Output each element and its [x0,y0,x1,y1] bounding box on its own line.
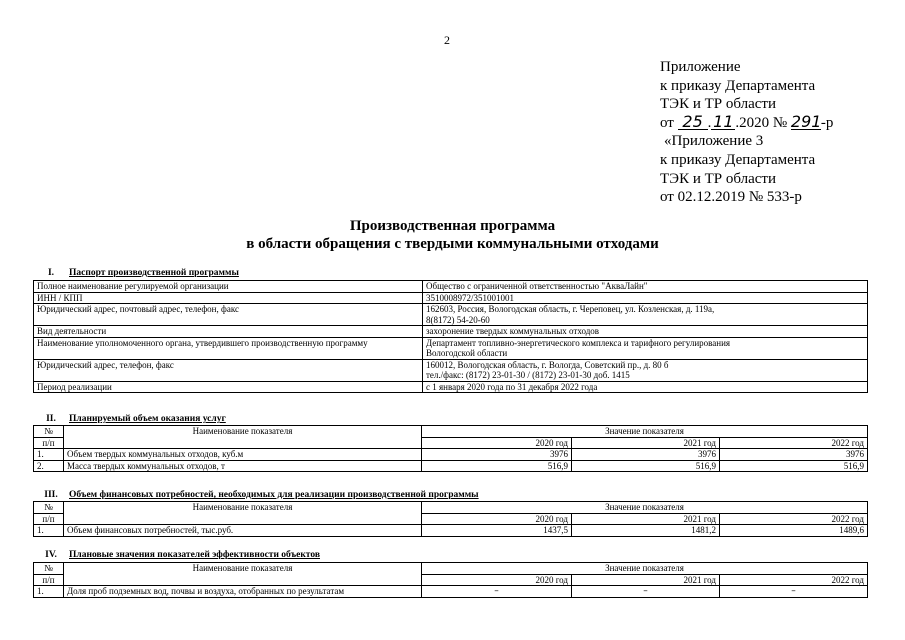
appendix-line-5: «Приложение 3 [664,133,764,150]
row-number: 1. [34,586,64,598]
passport-table [33,280,868,393]
section-3-number: III. [44,490,58,500]
col-value-header: Значение показателя [422,563,868,575]
indicator-name: Объем твердых коммунальных отходов, куб.м [64,449,422,461]
col-number-header: № [34,502,64,514]
col-name-header: Наименование показателя [64,426,422,449]
order-suffix: -р [820,114,834,131]
appendix-line-2: к приказу Департамента [660,77,816,94]
passport-value: Общество с ограниченной ответственностью "АкваЛайн" [423,281,868,293]
col-value-header: Значение показателя [422,426,868,438]
year-header: 2020 год [422,437,572,449]
year-header: 2022 год [720,574,868,586]
value-cell: 3976 [422,449,572,461]
col-number-header-2: п/п [34,513,64,525]
passport-label: Юридический адрес, почтовый адрес, телефон, факс [34,304,423,326]
passport-label: Вид деятельности [34,326,423,338]
col-number-header-2: п/п [34,574,64,586]
year-header: 2021 год [572,513,720,525]
table-row [34,449,868,461]
passport-value-line: Вологодской области [426,348,508,358]
value-cell: 516,9 [720,460,868,472]
passport-label: Наименование уполномоченного органа, утвердившего производственную программу [34,337,423,359]
table-header-row [34,426,868,438]
year-header: 2021 год [572,574,720,586]
table-row [34,460,868,472]
passport-value-line: тел./факс: (8172) 23-01-30 / (8172) 23-01-30 доб. 1415 [426,370,630,380]
passport-value [423,359,868,381]
handwritten-order-number: 291 [790,111,822,131]
appendix-line-6: к приказу Департамента [660,151,816,168]
section-3-title: Объем финансовых потребностей, необходимых для реализации производственной программы [69,490,479,500]
section-4-heading [33,550,320,560]
table-row [34,337,868,359]
section-2-title: Планируемый объем оказания услуг [69,414,226,424]
table-row [34,381,868,393]
document-title [0,217,905,253]
year-header: 2021 год [572,437,720,449]
appendix-order-line [660,111,834,133]
services-volume-table [33,425,868,472]
section-2-heading [33,414,226,424]
efficiency-indicators-table [33,562,868,598]
value-cell: – [422,586,572,598]
col-number-header: № [34,426,64,438]
title-line-2: в области обращения с твердыми коммунальными отходами [246,236,659,252]
appendix-line-7: ТЭК и ТР области [660,170,776,187]
year-header: 2022 год [720,513,868,525]
appendix-header [660,58,833,207]
value-cell: 3976 [720,449,868,461]
table-row [34,359,868,381]
handwritten-day: 25 [678,115,708,130]
section-2-number: II. [46,414,56,424]
value-cell: 516,9 [422,460,572,472]
year-header: 2020 год [422,513,572,525]
passport-label: Период реализации [34,381,423,393]
table-row [34,326,868,338]
passport-value: 3510008972/351001001 [423,292,868,304]
table-row [34,281,868,293]
appendix-line-1: Приложение [660,59,741,75]
table-header-row [34,502,868,514]
order-date-prefix: от [660,114,678,131]
passport-value-line: 8(8172) 54-20-60 [426,314,490,325]
value-cell: 516,9 [572,460,720,472]
section-1-title: Паспорт производственной программы [69,268,239,278]
passport-label: ИНН / КПП [34,292,423,304]
indicator-name: Объем финансовых потребностей, тыс.руб. [64,525,422,537]
value-cell: 1481,2 [572,525,720,537]
passport-value: захоронение твердых коммунальных отходов [423,326,868,338]
value-cell: 1437,5 [422,525,572,537]
indicator-name: Доля проб подземных вод, почвы и воздуха, отобранных по результатам [64,586,422,598]
section-4-title: Плановые значения показателей эффективности объектов [69,550,320,560]
passport-label: Юридический адрес, телефон, факс [34,359,423,381]
table-row [34,525,868,537]
value-cell: 1489,6 [720,525,868,537]
passport-value-line: Департамент топливно-энергетического комплекса и тарифного регулирования [426,337,731,348]
financial-needs-table [33,501,868,537]
table-row [34,292,868,304]
value-cell: 3976 [572,449,720,461]
table-header-row [34,563,868,575]
year-header: 2020 год [422,574,572,586]
indicator-name: Масса твердых коммунальных отходов, т [64,460,422,472]
year-header: 2022 год [720,437,868,449]
passport-value [423,337,868,359]
order-dot: . [707,114,712,131]
col-number-header: № [34,563,64,575]
passport-value: с 1 января 2020 года по 31 декабря 2022 года [423,381,868,393]
order-year: .2020 № [735,114,788,131]
section-1-heading [33,268,239,278]
row-number: 1. [34,449,64,461]
appendix-line-3: ТЭК и ТР области [660,96,776,113]
section-3-heading [33,490,479,500]
page-number: 2 [444,33,450,47]
value-cell: – [720,586,868,598]
passport-label: Полное наименование регулируемой организации [34,281,423,293]
passport-value-line: 162603, Россия, Вологодская область, г. Череповец, ул. Козленская, д. 119а, [426,304,715,314]
col-name-header: Наименование показателя [64,563,422,586]
col-name-header: Наименование показателя [64,502,422,525]
row-number: 2. [34,460,64,472]
title-line-1: Производственная программа [349,218,556,234]
section-1-number: I. [47,268,55,278]
col-value-header: Значение показателя [422,502,868,514]
passport-value [423,304,868,326]
table-row [34,586,868,598]
row-number: 1. [34,525,64,537]
col-number-header-2: п/п [34,437,64,449]
table-row [34,304,868,326]
appendix-line-8: от 02.12.2019 № 533-р [660,189,802,206]
passport-value-line: 160012, Вологодская область, г. Вологда, Советский пр., д. 80 б [426,359,669,370]
section-4-number: IV. [45,550,57,560]
handwritten-month: 11 [713,111,734,131]
value-cell: – [572,586,720,598]
